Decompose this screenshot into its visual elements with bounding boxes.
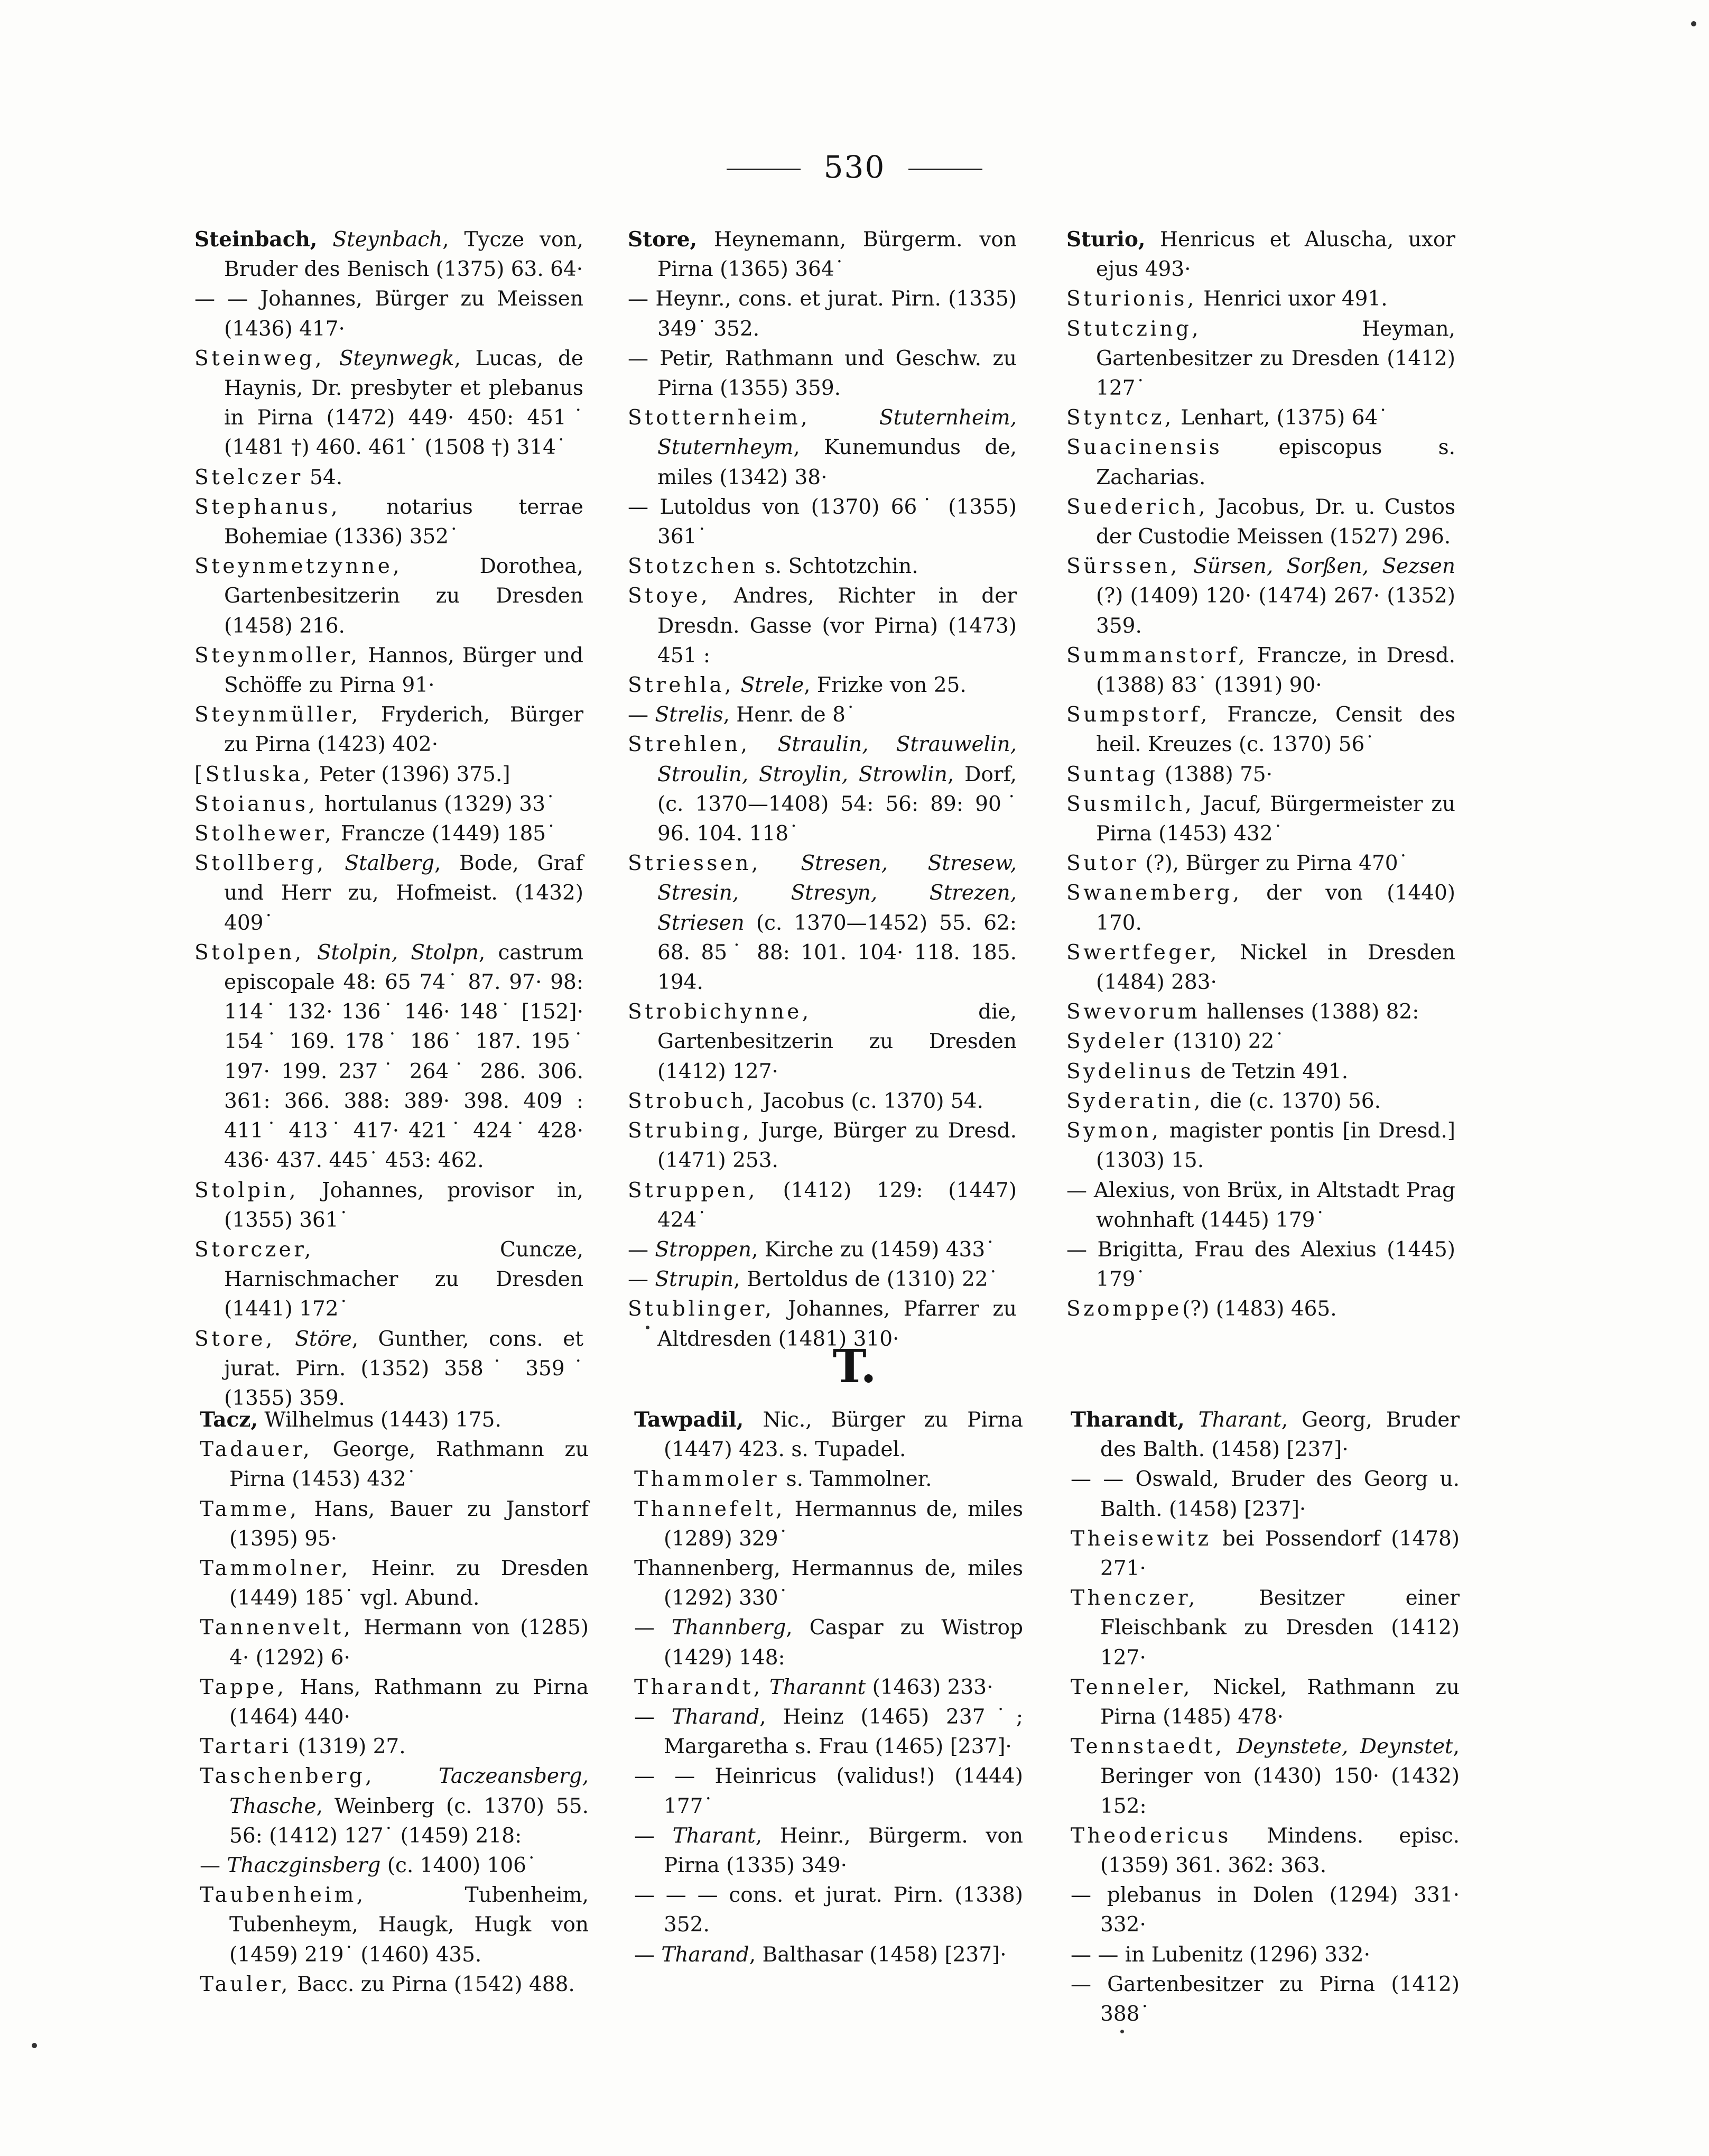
index-entry bbox=[628, 1116, 1017, 1176]
entry-headword: Struppen, bbox=[628, 1178, 758, 1202]
index-entry bbox=[200, 1970, 589, 2000]
index-entry bbox=[194, 938, 583, 1176]
entry-headword: — — Heinricus bbox=[634, 1764, 817, 1789]
entry-text: Stolpin, Stolpn, castrum episcopale 48: 65 74˙ 87. 97· 98: 114˙ 132· 136˙ 146· 148˙ [152]· 154˙ 169. 178˙ 186˙ 187. 195˙ 197· 199. 237˙ 264˙ 286. 306. 361: 366. 388: 389· 398. 409 : 411˙ 413˙ 417· 421˙ 424˙ 428· 436· 437. 445˙ 453: 462. bbox=[224, 940, 583, 1173]
entry-headword: Suederich, bbox=[1066, 495, 1209, 519]
index-entry bbox=[634, 1465, 1023, 1494]
entry-text: Steynwegk, Lucas, de Haynis, Dr. presbyter et plebanus in Pirna (1472) 449· 450: 451˙ (1481 †) 460. 461˙ (1508 †) 314˙ bbox=[224, 346, 583, 460]
entry-text: der von (1440) 170. bbox=[1096, 881, 1455, 935]
entry-headword: Thammoler bbox=[634, 1467, 780, 1492]
index-entry bbox=[200, 1851, 589, 1881]
entry-headword: Tappe, bbox=[200, 1675, 287, 1699]
index-entry bbox=[1066, 493, 1455, 552]
entry-text: (?) (1483) 465. bbox=[1182, 1297, 1337, 1321]
index-entry bbox=[628, 671, 1017, 700]
entry-headword: — bbox=[634, 1824, 655, 1848]
entry-text: in Dolen (1294) 331· 332· bbox=[1100, 1883, 1460, 1937]
entry-headword: Taschenberg, bbox=[200, 1764, 375, 1789]
entry-headword: Strobuch, bbox=[628, 1089, 757, 1113]
index-entry bbox=[1066, 938, 1455, 997]
entry-text: Bruder des Georg u. Balth. (1458) [237]· bbox=[1100, 1467, 1460, 1521]
index-entry bbox=[1071, 1881, 1460, 1940]
entry-headword: Tacz, bbox=[200, 1408, 258, 1432]
right-dash-rule bbox=[908, 169, 982, 170]
entry-text: Tharant, Heinr., Bürgerm. von Pirna (1335) 349· bbox=[664, 1824, 1023, 1878]
entry-text: Hannos, Bürger und Schöffe zu Pirna 91· bbox=[224, 643, 583, 698]
entry-text: Johannes, provisor in, (1355) 361˙ bbox=[224, 1178, 583, 1232]
entry-headword: — bbox=[628, 1267, 648, 1292]
entry-headword: Stotzchen bbox=[628, 554, 758, 579]
entry-headword: — bbox=[634, 1616, 655, 1640]
entry-text: Strele, Frizke von 25. bbox=[740, 673, 967, 698]
index-entry bbox=[1066, 760, 1455, 790]
entry-text: Francze, Censit des heil. Kreuzes (c. 1370) 56˙ bbox=[1096, 703, 1455, 757]
index-entry bbox=[634, 1495, 1023, 1554]
entry-headword: Sürssen, bbox=[1066, 554, 1180, 579]
entry-text: 54. bbox=[303, 465, 343, 489]
left-dash-rule bbox=[727, 169, 801, 170]
index-entry bbox=[634, 1673, 1023, 1702]
entry-text: (1310) 22˙ bbox=[1166, 1030, 1285, 1054]
index-entry bbox=[1066, 433, 1455, 492]
index-entry bbox=[200, 1613, 589, 1672]
entry-headword: Tadauer, bbox=[200, 1438, 313, 1462]
entry-headword: Symon, bbox=[1066, 1119, 1162, 1143]
entry-headword: Tamme, bbox=[200, 1497, 300, 1521]
index-entry bbox=[200, 1554, 589, 1613]
index-entry bbox=[1071, 1584, 1460, 1673]
entry-text: Jacobus (c. 1370) 54. bbox=[756, 1089, 983, 1113]
entry-text: Sürsen, Sorßen, Sezsen (?) (1409) 120· (1474) 267· (1352) 359. bbox=[1096, 554, 1455, 638]
index-column-top-3 bbox=[1066, 225, 1455, 1325]
entry-headword: — Gartenbesitzer bbox=[1071, 1972, 1264, 1996]
entry-headword: Strobichynne, bbox=[628, 1000, 812, 1024]
entry-headword: Stelczer bbox=[194, 465, 303, 489]
index-column-top-2 bbox=[628, 225, 1017, 1354]
index-entry bbox=[1066, 403, 1455, 433]
entry-text: in Lubenitz (1296) 332· bbox=[1118, 1942, 1370, 1967]
entry-text: Tharand, Balthasar (1458) [237]· bbox=[661, 1942, 1007, 1967]
entry-text: Stroppen, Kirche zu (1459) 433˙ bbox=[655, 1237, 996, 1262]
entry-text: hallenses (1388) 82: bbox=[1200, 1000, 1419, 1024]
entry-text: Bürger zu Meissen (1436) 417· bbox=[224, 287, 583, 341]
index-entry bbox=[194, 849, 583, 938]
entry-text: Nickel in Dresden (1484) 283· bbox=[1096, 940, 1455, 995]
index-entry bbox=[1066, 552, 1455, 641]
index-entry bbox=[628, 700, 1017, 730]
index-entry bbox=[628, 730, 1017, 849]
entry-headword: — Brigitta, bbox=[1066, 1237, 1184, 1262]
entry-text: Hans, Bauer zu Janstorf (1395) 95· bbox=[229, 1497, 589, 1551]
entry-headword: Tammolner, bbox=[200, 1557, 351, 1581]
index-entry bbox=[628, 1265, 1017, 1294]
index-entry bbox=[1071, 1732, 1460, 1821]
print-speck bbox=[1120, 2030, 1124, 2033]
entry-headword: Susmilch, bbox=[1066, 792, 1195, 816]
index-entry bbox=[200, 1732, 589, 1762]
entry-headword: — bbox=[634, 1942, 655, 1967]
entry-headword: Steynmetzynne, bbox=[194, 554, 403, 579]
print-speck bbox=[32, 2043, 37, 2048]
entry-headword: Thannefelt, bbox=[634, 1497, 785, 1521]
index-entry bbox=[628, 1235, 1017, 1265]
entry-headword: — bbox=[628, 1237, 648, 1262]
entry-headword: Sturionis, bbox=[1066, 287, 1197, 311]
entry-text: zu Pirna (1412) 388˙ bbox=[1100, 1972, 1460, 2027]
index-entry bbox=[1066, 878, 1455, 938]
entry-headword: Steynmoller, bbox=[194, 643, 360, 668]
index-column-top-1 bbox=[194, 225, 583, 1413]
entry-text: Tubenheim, Tubenheym, Haugk, Hugk von (1459) 219˙ (1460) 435. bbox=[229, 1883, 589, 1967]
print-speck bbox=[646, 1326, 649, 1329]
entry-text: Hermannus de, miles (1289) 329˙ bbox=[664, 1497, 1023, 1551]
entry-headword: Thannenberg, bbox=[634, 1557, 781, 1581]
entry-headword: — Alexius, bbox=[1066, 1178, 1176, 1202]
index-entry bbox=[194, 463, 583, 493]
entry-headword: — bbox=[634, 1705, 655, 1729]
index-entry bbox=[1066, 700, 1455, 760]
entry-headword: Stotternheim, bbox=[628, 406, 811, 430]
entry-text: Störe, Gunther, cons. et jurat. Pirn. (1352) 358˙ 359˙ (1355) 359. bbox=[224, 1327, 583, 1410]
entry-headword: Theodericus bbox=[1071, 1824, 1231, 1848]
entry-text: cons. et jurat. Pirn. (1335) 349˙ 352. bbox=[657, 287, 1017, 341]
entry-text: Heinr. zu Dresden (1449) 185˙ vgl. Abund. bbox=[229, 1557, 589, 1611]
entry-headword: Sturio, bbox=[1066, 227, 1146, 252]
entry-headword: Steynmüller, bbox=[194, 703, 361, 727]
entry-headword: Theisewitz bbox=[1071, 1526, 1212, 1551]
index-entry bbox=[1071, 1405, 1460, 1465]
entry-text: (1388) 75· bbox=[1158, 762, 1273, 786]
index-column-bottom-2 bbox=[634, 1405, 1023, 1970]
entry-text: Henrici uxor 491. bbox=[1196, 287, 1388, 311]
index-entry bbox=[194, 1176, 583, 1235]
index-entry bbox=[1071, 1465, 1460, 1524]
entry-headword: Store, bbox=[194, 1327, 275, 1351]
entry-text: notarius terrae Bohemiae (1336) 352˙ bbox=[224, 495, 583, 549]
index-entry bbox=[1066, 1087, 1455, 1116]
entry-text: Francze, in Dresd. (1388) 83˙ (1391) 90· bbox=[1096, 643, 1455, 698]
index-entry bbox=[194, 790, 583, 819]
index-entry bbox=[194, 819, 583, 849]
entry-headword: — bbox=[200, 1854, 220, 1878]
index-entry bbox=[194, 493, 583, 552]
page-number: 530 bbox=[823, 149, 886, 185]
index-entry bbox=[628, 552, 1017, 581]
index-entry bbox=[628, 849, 1017, 997]
entry-headword: Striessen, bbox=[628, 852, 761, 876]
entry-headword: Syderatin, bbox=[1066, 1089, 1203, 1113]
index-entry bbox=[200, 1435, 589, 1494]
index-entry bbox=[628, 284, 1017, 344]
index-entry bbox=[628, 403, 1017, 493]
index-entry bbox=[1066, 849, 1455, 878]
page-number-line bbox=[0, 149, 1709, 185]
entry-headword: Tauler, bbox=[200, 1972, 291, 1996]
entry-text: Thannberg, Caspar zu Wistrop (1429) 148: bbox=[664, 1616, 1023, 1670]
index-entry bbox=[1066, 314, 1455, 404]
entry-headword: Stephanus, bbox=[194, 495, 341, 519]
entry-text: die (c. 1370) 56. bbox=[1203, 1089, 1381, 1113]
entry-text: Taczeansberg, Thasche, Weinberg (c. 1370) 55. 56: (1412) 127˙ (1459) 218: bbox=[229, 1764, 589, 1848]
entry-text: (1412) 129: (1447) 424˙ bbox=[657, 1178, 1017, 1232]
entry-text: Stresen, Stresew, Stresin, Stresyn, Strezen, Striesen (c. 1370—1452) 55. 62: 68. 85˙ 88: 101. 104· 118. 185. 194. bbox=[657, 852, 1017, 995]
entry-text: Hermannus de, miles (1292) 330˙ bbox=[664, 1557, 1023, 1611]
entry-text: von Brüx, in Altstadt Prag wohnhaft (1445) 179˙ bbox=[1096, 1178, 1455, 1232]
index-entry bbox=[194, 225, 583, 284]
entry-text: Mindens. episc. (1359) 361. 362: 363. bbox=[1100, 1824, 1460, 1878]
entry-headword: Stolpin, bbox=[194, 1178, 299, 1202]
entry-headword: Tannenvelt, bbox=[200, 1616, 354, 1640]
index-entry bbox=[628, 997, 1017, 1087]
entry-headword: Sydelinus bbox=[1066, 1059, 1194, 1084]
entry-headword: Thenczer, bbox=[1071, 1586, 1198, 1611]
index-entry bbox=[1071, 1940, 1460, 1970]
index-column-bottom-3 bbox=[1071, 1405, 1460, 2029]
entry-headword: Stublinger, bbox=[628, 1297, 775, 1321]
entry-text: Jacobus, Dr. u. Custos der Custodie Meissen (1527) 296. bbox=[1096, 495, 1455, 549]
index-entry bbox=[628, 1087, 1017, 1116]
entry-text: Johannes, Pfarrer zu Altdresden (1481) 310· bbox=[657, 1297, 1017, 1351]
entry-text: (validus!) (1444) 177˙ bbox=[664, 1764, 1023, 1818]
entry-headword: [Stluska, bbox=[194, 762, 313, 786]
entry-text: magister pontis [in Dresd.] (1303) 15. bbox=[1096, 1119, 1455, 1173]
entry-text: Steynbach, Tycze von, Bruder des Benisch (1375) 63. 64· bbox=[224, 228, 584, 282]
entry-text: s. Tammolner. bbox=[779, 1467, 932, 1492]
entry-headword: Steinweg, bbox=[194, 346, 325, 371]
entry-text: Jacuf, Bürgermeister zu Pirna (1453) 432˙ bbox=[1096, 792, 1455, 846]
index-entry bbox=[634, 1554, 1023, 1613]
entry-headword: Tawpadil, bbox=[634, 1408, 744, 1432]
index-entry bbox=[1066, 641, 1455, 700]
entry-text: Rathmann und Geschw. zu Pirna (1355) 359. bbox=[657, 346, 1017, 401]
index-entry bbox=[194, 641, 583, 700]
index-entry bbox=[1071, 1673, 1460, 1732]
entry-headword: Tennstaedt, bbox=[1071, 1735, 1225, 1759]
entry-text: Thaczginsberg (c. 1400) 106˙ bbox=[227, 1854, 537, 1878]
index-entry bbox=[1066, 1116, 1455, 1176]
entry-text: Strupin, Bertoldus de (1310) 22˙ bbox=[655, 1267, 999, 1292]
entry-text: Deynstete, Deynstet, Beringer von (1430) 150· (1432) 152: bbox=[1100, 1735, 1460, 1818]
entry-text: episcopus s. Zacharias. bbox=[1096, 436, 1455, 489]
index-entry bbox=[1066, 1027, 1455, 1057]
entry-text: Besitzer einer Fleischbank zu Dresden (1412) 127· bbox=[1100, 1586, 1460, 1670]
entry-headword: Stolhewer, bbox=[194, 822, 335, 846]
index-entry bbox=[634, 1881, 1023, 1940]
entry-headword: Tharandt, bbox=[634, 1675, 763, 1699]
index-entry bbox=[200, 1673, 589, 1732]
print-speck bbox=[1691, 21, 1696, 26]
entry-headword: Steinbach, bbox=[194, 227, 318, 252]
section-letter: T. bbox=[832, 1340, 877, 1393]
entry-text: Strelis, Henr. de 8˙ bbox=[655, 703, 856, 727]
index-entry bbox=[634, 1940, 1023, 1970]
entry-headword: Store, bbox=[628, 227, 698, 252]
index-entry bbox=[1066, 1294, 1455, 1324]
index-column-bottom-1 bbox=[200, 1405, 589, 2000]
index-entry bbox=[634, 1702, 1023, 1762]
entry-text: Jurge, Bürger zu Dresd. (1471) 253. bbox=[657, 1119, 1017, 1173]
index-entry bbox=[628, 1176, 1017, 1235]
entry-text: Nickel, Rathmann zu Pirna (1485) 478· bbox=[1100, 1675, 1460, 1729]
entry-text: Heyman, Gartenbesitzer zu Dresden (1412) 127˙ bbox=[1096, 317, 1455, 401]
entry-text: Stuternheim, Stuternheym, Kunemundus de, miles (1342) 38· bbox=[657, 406, 1017, 489]
entry-headword: Swertfeger, bbox=[1066, 940, 1220, 965]
entry-text: Straulin, Strauwelin, Stroulin, Stroylin, Strowlin, Dorf, (c. 1370—1408) 54: 56: 89: 90˙ 96. 104. 118˙ bbox=[657, 733, 1017, 846]
index-entry bbox=[1071, 1970, 1460, 2029]
index-entry bbox=[194, 760, 583, 790]
entry-headword: — — bbox=[1071, 1942, 1119, 1967]
index-entry bbox=[628, 493, 1017, 552]
entry-text: Peter (1396) 375.] bbox=[312, 762, 510, 786]
entry-text: George, Rathmann zu Pirna (1453) 432˙ bbox=[229, 1438, 589, 1492]
index-entry bbox=[194, 1235, 583, 1325]
entry-headword: — Petir, bbox=[628, 346, 714, 371]
entry-text: Frau des Alexius (1445) 179˙ bbox=[1096, 1237, 1455, 1292]
index-entry bbox=[194, 700, 583, 760]
index-entry bbox=[1066, 1057, 1455, 1087]
entry-text: hortulanus (1329) 33˙ bbox=[318, 792, 556, 816]
index-entry bbox=[634, 1405, 1023, 1465]
index-entry bbox=[1066, 225, 1455, 284]
entry-text: s. Schtotzchin. bbox=[758, 554, 918, 579]
index-entry bbox=[634, 1613, 1023, 1672]
entry-text: Heynemann, Bürgerm. von Pirna (1365) 364˙ bbox=[657, 228, 1017, 282]
entry-headword: Tharandt, bbox=[1071, 1408, 1185, 1432]
entry-text: Stalberg, Bode, Graf und Herr zu, Hofmeist. (1432) 409˙ bbox=[224, 852, 583, 935]
entry-headword: Stolpen, bbox=[194, 940, 304, 965]
entry-headword: Sutor bbox=[1066, 852, 1139, 876]
index-entry bbox=[200, 1762, 589, 1851]
entry-text: Lenhart, (1375) 64˙ bbox=[1174, 406, 1388, 430]
entry-headword: Swevorum bbox=[1066, 1000, 1201, 1024]
index-entry bbox=[628, 225, 1017, 284]
entry-text: cons. et jurat. Pirn. (1338) 352. bbox=[664, 1883, 1023, 1937]
entry-headword: — Lutoldus bbox=[628, 495, 751, 519]
index-entry bbox=[194, 344, 583, 463]
entry-text: Hans, Rathmann zu Pirna (1464) 440· bbox=[229, 1675, 589, 1729]
entry-headword: Stoianus, bbox=[194, 792, 318, 816]
entry-text: Tharant, Georg, Bruder des Balth. (1458) [237]· bbox=[1100, 1408, 1460, 1462]
index-entry bbox=[194, 552, 583, 641]
index-entry bbox=[628, 344, 1017, 403]
entry-text: Henricus et Aluscha, uxor ejus 493· bbox=[1096, 228, 1455, 282]
entry-text: Andres, Richter in der Dresdn. Gasse (vor Pirna) (1473) 451 : bbox=[657, 584, 1017, 668]
index-entry bbox=[1066, 1235, 1455, 1294]
entry-text: Tharannt (1463) 233· bbox=[769, 1675, 993, 1699]
entry-text: (?), Bürger zu Pirna 470˙ bbox=[1138, 852, 1409, 876]
index-entry bbox=[1066, 997, 1455, 1027]
entry-headword: Sumpstorf, bbox=[1066, 703, 1210, 727]
entry-text: (1319) 27. bbox=[291, 1735, 406, 1759]
entry-headword: Swanemberg, bbox=[1066, 881, 1242, 905]
entry-headword: Szomppe bbox=[1066, 1297, 1182, 1321]
entry-text: Nic., Bürger zu Pirna (1447) 423. s. Tupadel. bbox=[664, 1408, 1023, 1462]
index-entry bbox=[200, 1405, 589, 1435]
entry-headword: — — Johannes, bbox=[194, 287, 363, 311]
index-entry bbox=[634, 1762, 1023, 1821]
entry-headword: — — — bbox=[634, 1883, 718, 1908]
index-entry bbox=[1066, 284, 1455, 314]
index-entry bbox=[628, 581, 1017, 671]
index-entry bbox=[1066, 790, 1455, 849]
entry-text: Hermann von (1285) 4· (1292) 6· bbox=[229, 1616, 589, 1670]
index-entry bbox=[634, 1821, 1023, 1881]
index-entry bbox=[1071, 1821, 1460, 1881]
entry-text: Dorothea, Gartenbesitzerin zu Dresden (1458) 216. bbox=[224, 554, 583, 638]
entry-text: Wilhelmus (1443) 175. bbox=[258, 1408, 501, 1432]
entry-headword: Strehla, bbox=[628, 673, 735, 698]
entry-headword: Stollberg, bbox=[194, 852, 327, 876]
index-entry bbox=[194, 284, 583, 344]
entry-text: Francze (1449) 185˙ bbox=[334, 822, 556, 846]
entry-text: Tharand, Heinz (1465) 237˙; Margaretha s. Frau (1465) [237]· bbox=[664, 1705, 1023, 1759]
entry-headword: — bbox=[628, 703, 648, 727]
entry-text: die, Gartenbesitzerin zu Dresden (1412) 127· bbox=[657, 1000, 1017, 1084]
entry-headword: Suacinensis bbox=[1066, 436, 1223, 460]
entry-headword: Strehlen, bbox=[628, 733, 750, 757]
entry-text: von (1370) 66˙ (1355) 361˙ bbox=[657, 495, 1017, 549]
entry-text: de Tetzin 491. bbox=[1194, 1059, 1349, 1084]
entry-text: Bacc. zu Pirna (1542) 488. bbox=[290, 1972, 575, 1996]
entry-text: Cuncze, Harnischmacher zu Dresden (1441) 172˙ bbox=[224, 1237, 583, 1321]
entry-headword: Stoye, bbox=[628, 584, 711, 608]
entry-headword: Summanstorf, bbox=[1066, 643, 1248, 668]
entry-text: Fryderich, Bürger zu Pirna (1423) 402· bbox=[224, 703, 583, 757]
index-entry bbox=[1071, 1524, 1460, 1584]
index-entry bbox=[200, 1881, 589, 1970]
entry-headword: Strubing, bbox=[628, 1119, 753, 1143]
entry-headword: Suntag bbox=[1066, 762, 1158, 786]
entry-headword: Taubenheim, bbox=[200, 1883, 366, 1908]
entry-headword: Tartari bbox=[200, 1735, 292, 1759]
entry-headword: Tenneler, bbox=[1071, 1675, 1193, 1699]
entry-headword: Stutczing, bbox=[1066, 317, 1202, 341]
index-entry bbox=[1066, 1176, 1455, 1235]
entry-headword: — plebanus bbox=[1071, 1883, 1202, 1908]
entry-headword: — — Oswald, bbox=[1071, 1467, 1219, 1492]
entry-headword: — Heynr., bbox=[628, 287, 731, 311]
entry-headword: Styntcz, bbox=[1066, 406, 1174, 430]
index-entry bbox=[200, 1495, 589, 1554]
entry-headword: Sydeler bbox=[1066, 1030, 1167, 1054]
entry-text: bei Possendorf (1478) 271· bbox=[1100, 1526, 1460, 1581]
entry-headword: Storczer, bbox=[194, 1237, 314, 1262]
